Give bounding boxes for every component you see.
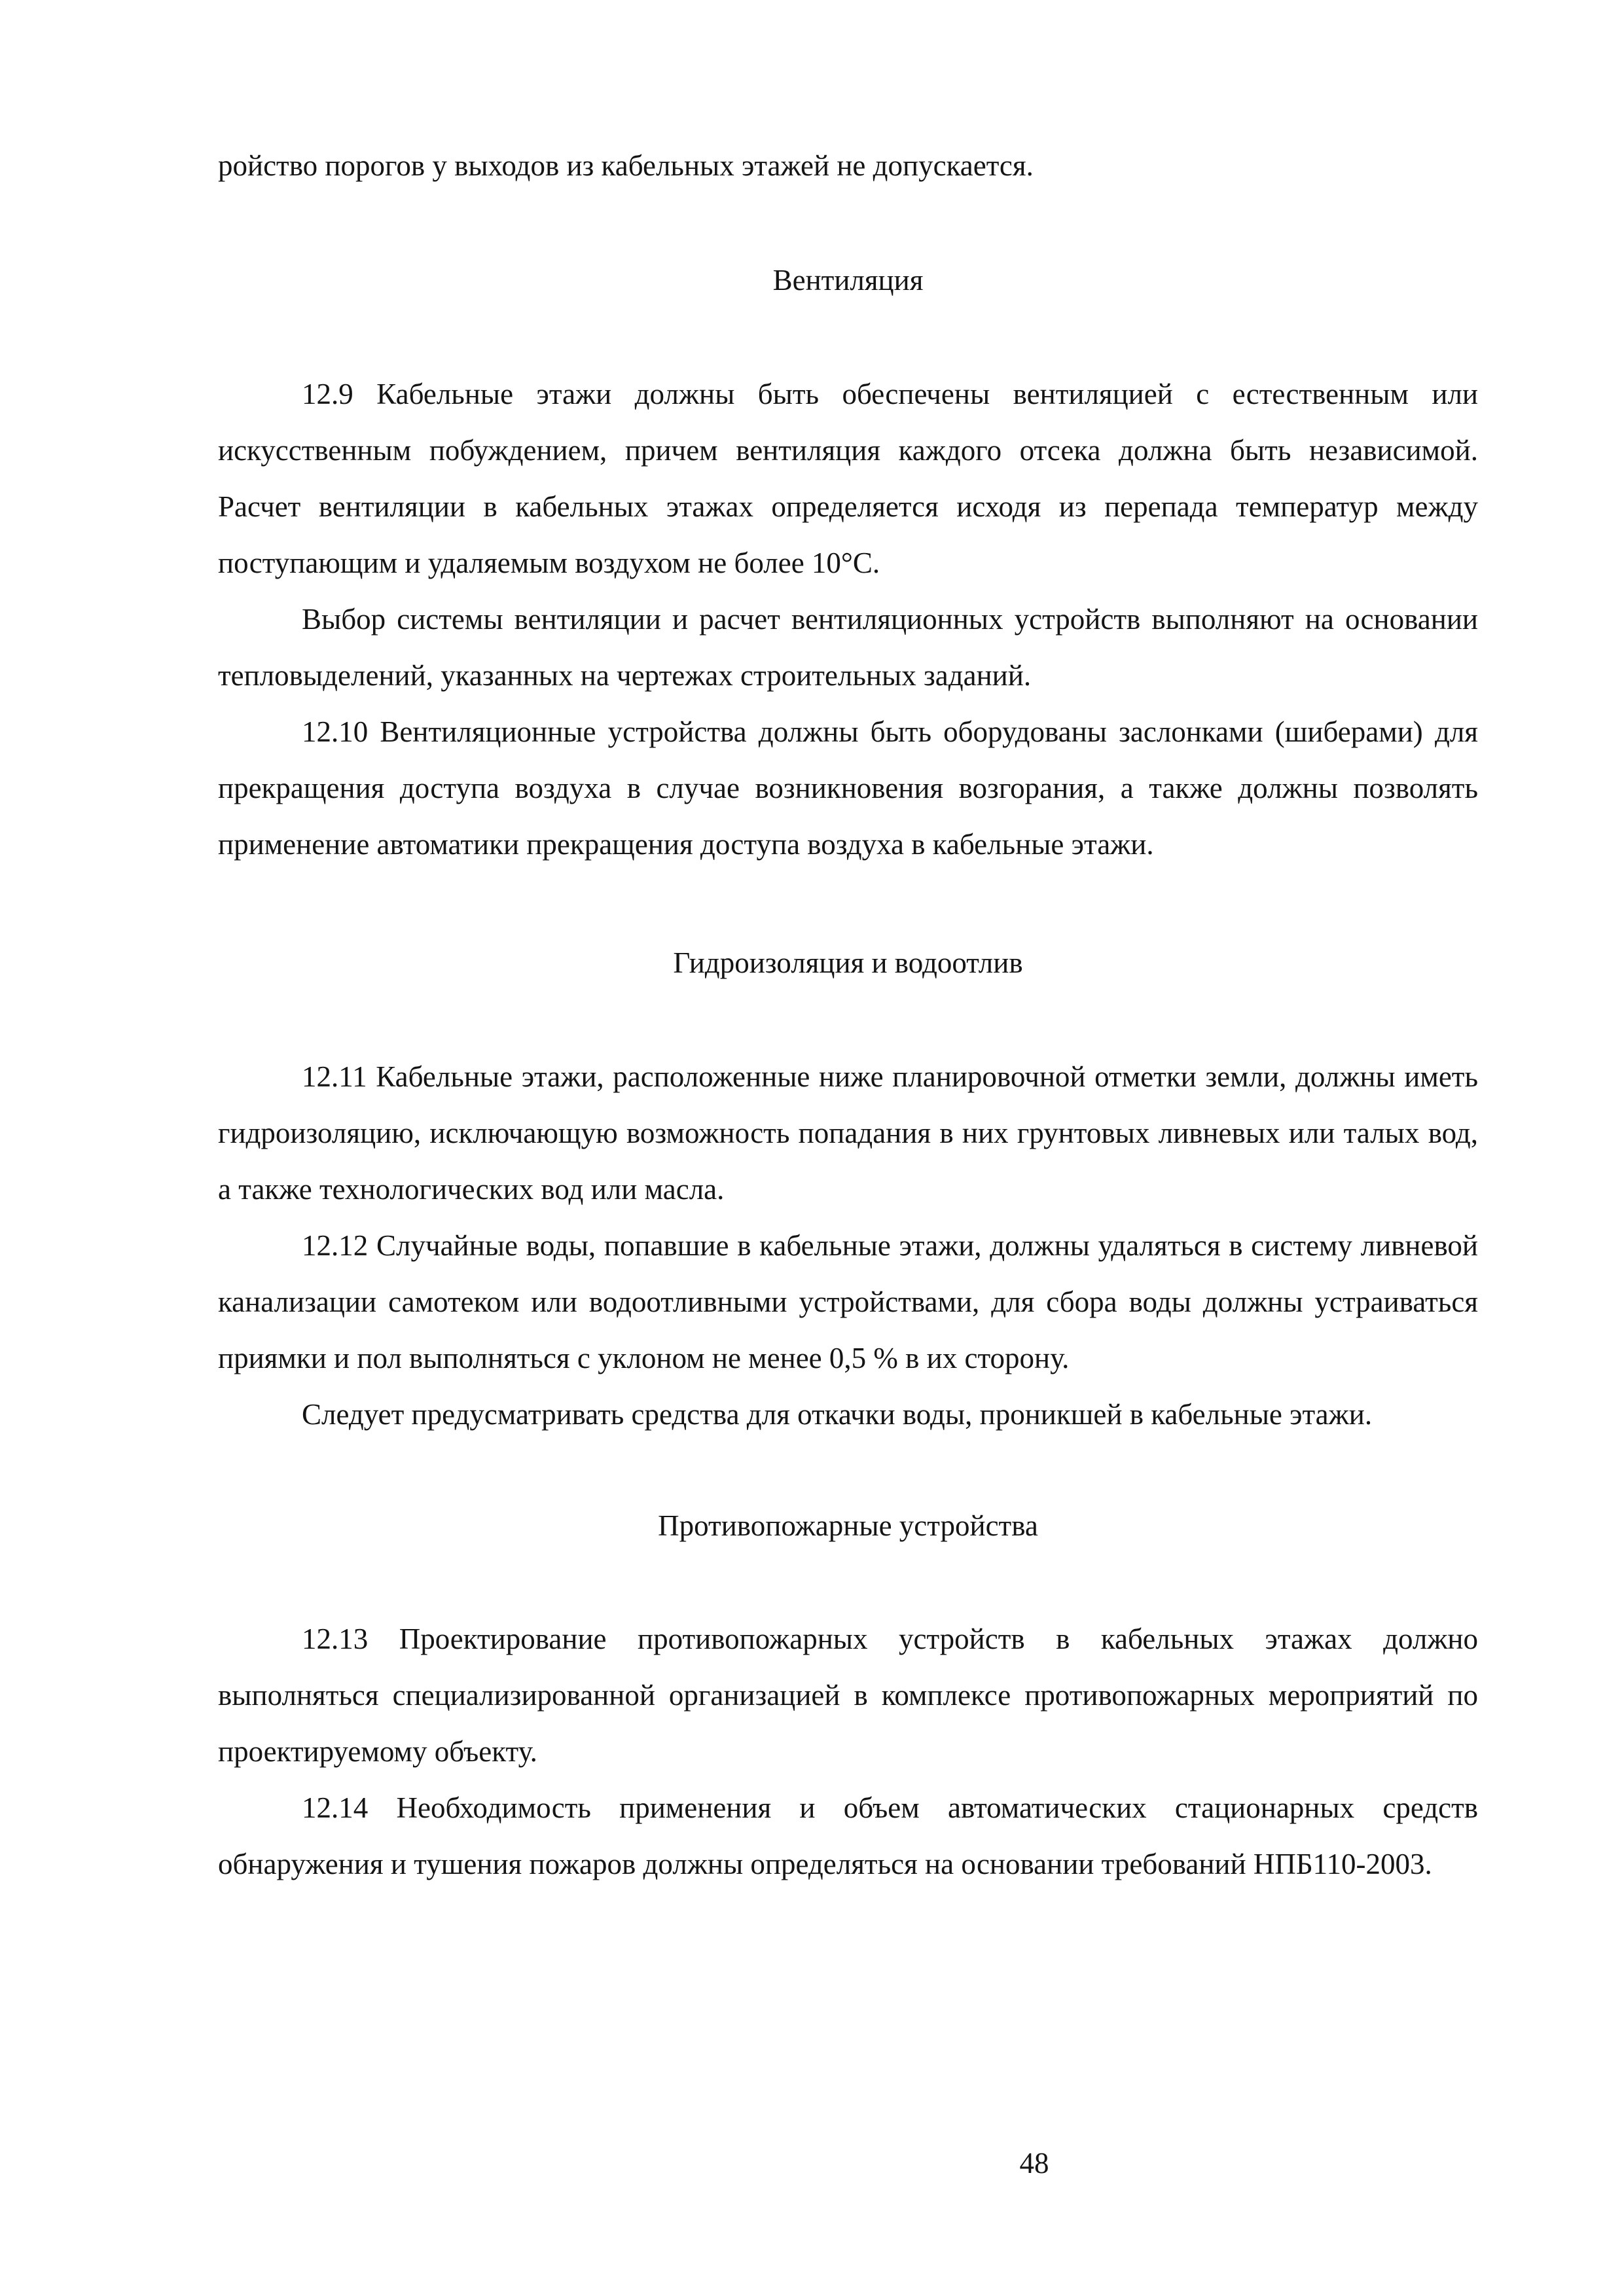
continuation-text: ройство порогов у выходов из кабельных этажей не допускается.	[218, 149, 1034, 182]
paragraph-12-11: 12.11 Кабельные этажи, расположенные ниже планировочной отметки земли, должны иметь гидроизоляцию, исключающую возможность попадания в них грунтовых ливневых или талых вод, а также технологических вод или масла.	[218, 1060, 1478, 1206]
paragraph-ventilation-choice: Выбор системы вентиляции и расчет вентиляционных устройств выполняют на основании тепловыделений, указанных на чертежах строительных заданий.	[218, 603, 1478, 692]
section-body-ventilation	[218, 366, 1478, 872]
section-body-fire-protection	[218, 1611, 1478, 1892]
paragraph-12-9: 12.9 Кабельные этажи должны быть обеспечены вентиляцией с естественным или искусственным побуждением, причем вентиляция каждого отсека должна быть независимой. Расчет вентиляции в кабельных этажах определяется исходя из перепада температур между поступающим и удаляемым воздухом не более 10°С.	[218, 378, 1478, 579]
paragraph-12-12: 12.12 Случайные воды, попавшие в кабельные этажи, должны удаляться в систему ливневой канализации самотеком или водоотливными устройствами, для сбора воды должны устраиваться приямки и пол выполняться с уклоном не менее 0,5 % в их сторону.	[218, 1229, 1478, 1374]
paragraph-12-14: 12.14 Необходимость применения и объем автоматических стационарных средств обнаружения и тушения пожаров должны определяться на основании требований НПБ110-2003.	[218, 1791, 1478, 1880]
paragraph-water-pumping: Следует предусматривать средства для откачки воды, проникшей в кабельные этажи.	[302, 1398, 1373, 1431]
section-heading-waterproofing: Гидроизоляция и водоотлив	[673, 946, 1023, 979]
paragraph-12-13: 12.13 Проектирование противопожарных устройств в кабельных этажах должно выполняться специализированной организацией в комплексе противопожарных мероприятий по проектируемому объекту.	[218, 1623, 1478, 1768]
page-number: 48	[1019, 2147, 1049, 2179]
paragraph-12-10: 12.10 Вентиляционные устройства должны быть оборудованы заслонками (шиберами) для прекращения доступа воздуха в случае возникновения возгорания, а также должны позволять применение автоматики прекращения доступа воздуха в кабельные этажи.	[218, 715, 1478, 861]
section-body-waterproofing	[218, 1049, 1478, 1443]
section-heading-ventilation: Вентиляция	[772, 264, 924, 296]
section-heading-fire-protection: Противопожарные устройства	[658, 1509, 1038, 1542]
